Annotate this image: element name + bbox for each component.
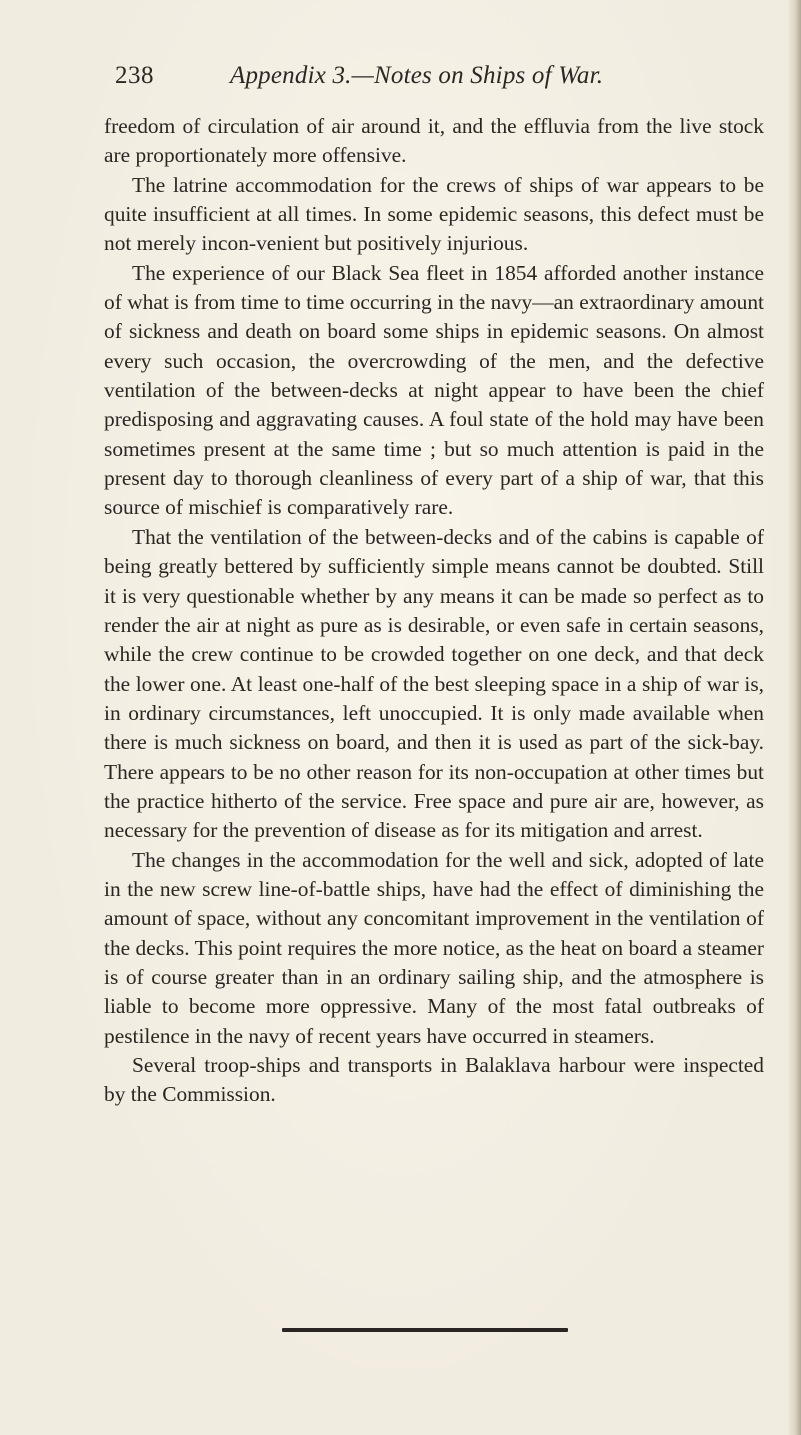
paragraph-ventilation: That the ventilation of the between-decks and of the cabins is capable of being greatly bettered by sufficiently simple means cannot be doubted. Still it is very questionable whether by any means it can be made so perfect as to render the air at night as pure as is desirable, or even safe in certain seasons, while the crew continue to be crowded together on one deck, and that deck the lower one. At least one-half of the best sleeping space in a ship of war is, in ordinary circumstances, left unoccupied. It is only made available when there is much sickness on board, and then it is used as part of the sick-bay. There appears to be no other reason for its non-occupation at other times but the practice hitherto of the service. Free space and pure air are, however, as necessary for the prevention of disease as for its mitigation and arrest. <box>104 524 764 843</box>
paragraph-accommodation-changes: The changes in the accommodation for the well and sick, adopted of late in the new screw line-of-battle ships, have had the effect of diminishing the amount of space, without any concomitant improvement in the ventilation of the decks. This point requires the more notice, as the heat on board a steamer is of course greater than in an ordinary sailing ship, and the atmosphere is liable to become more oppressive. Many of the most fatal outbreaks of pestilence in the navy of recent years have occurred in steamers. <box>104 847 764 1048</box>
paragraph-black-sea-fleet: The experience of our Black Sea fleet in 1854 afforded another instance of what is from time to time occurring in the navy—an extraordinary amount of sickness and death on board some ships in epidemic seasons. On almost every such occasion, the overcrowding of the men, and the defective ventilation of the between-decks at night appear to have been the chief predisposing and aggravating causes. A foul state of the hold may have been sometimes present at the same time ; but so much attention is paid in the present day to thorough cleanliness of every part of a ship of war, that this source of mischief is comparatively rare. <box>104 260 764 520</box>
section-end-rule <box>282 1328 568 1332</box>
running-head: Appendix 3.—Notes on Ships of War. <box>230 62 604 89</box>
paragraph-latrine: The latrine accommodation for the crews of ships of war appears to be quite insufficient at all times. In some epidemic seasons, this defect must be not merely incon-venient but positively injurious. <box>104 172 764 256</box>
page-edge-shadow <box>787 0 801 1435</box>
page-header <box>0 62 801 98</box>
paragraph-continuation: freedom of circulation of air around it, and the effluvia from the live stock are proportionately more offensive. <box>104 114 764 168</box>
paragraph-troop-ships: Several troop-ships and transports in Balaklava harbour were inspected by the Commission. <box>104 1053 764 1107</box>
page-number: 238 <box>115 62 154 89</box>
body-text <box>104 112 764 1110</box>
